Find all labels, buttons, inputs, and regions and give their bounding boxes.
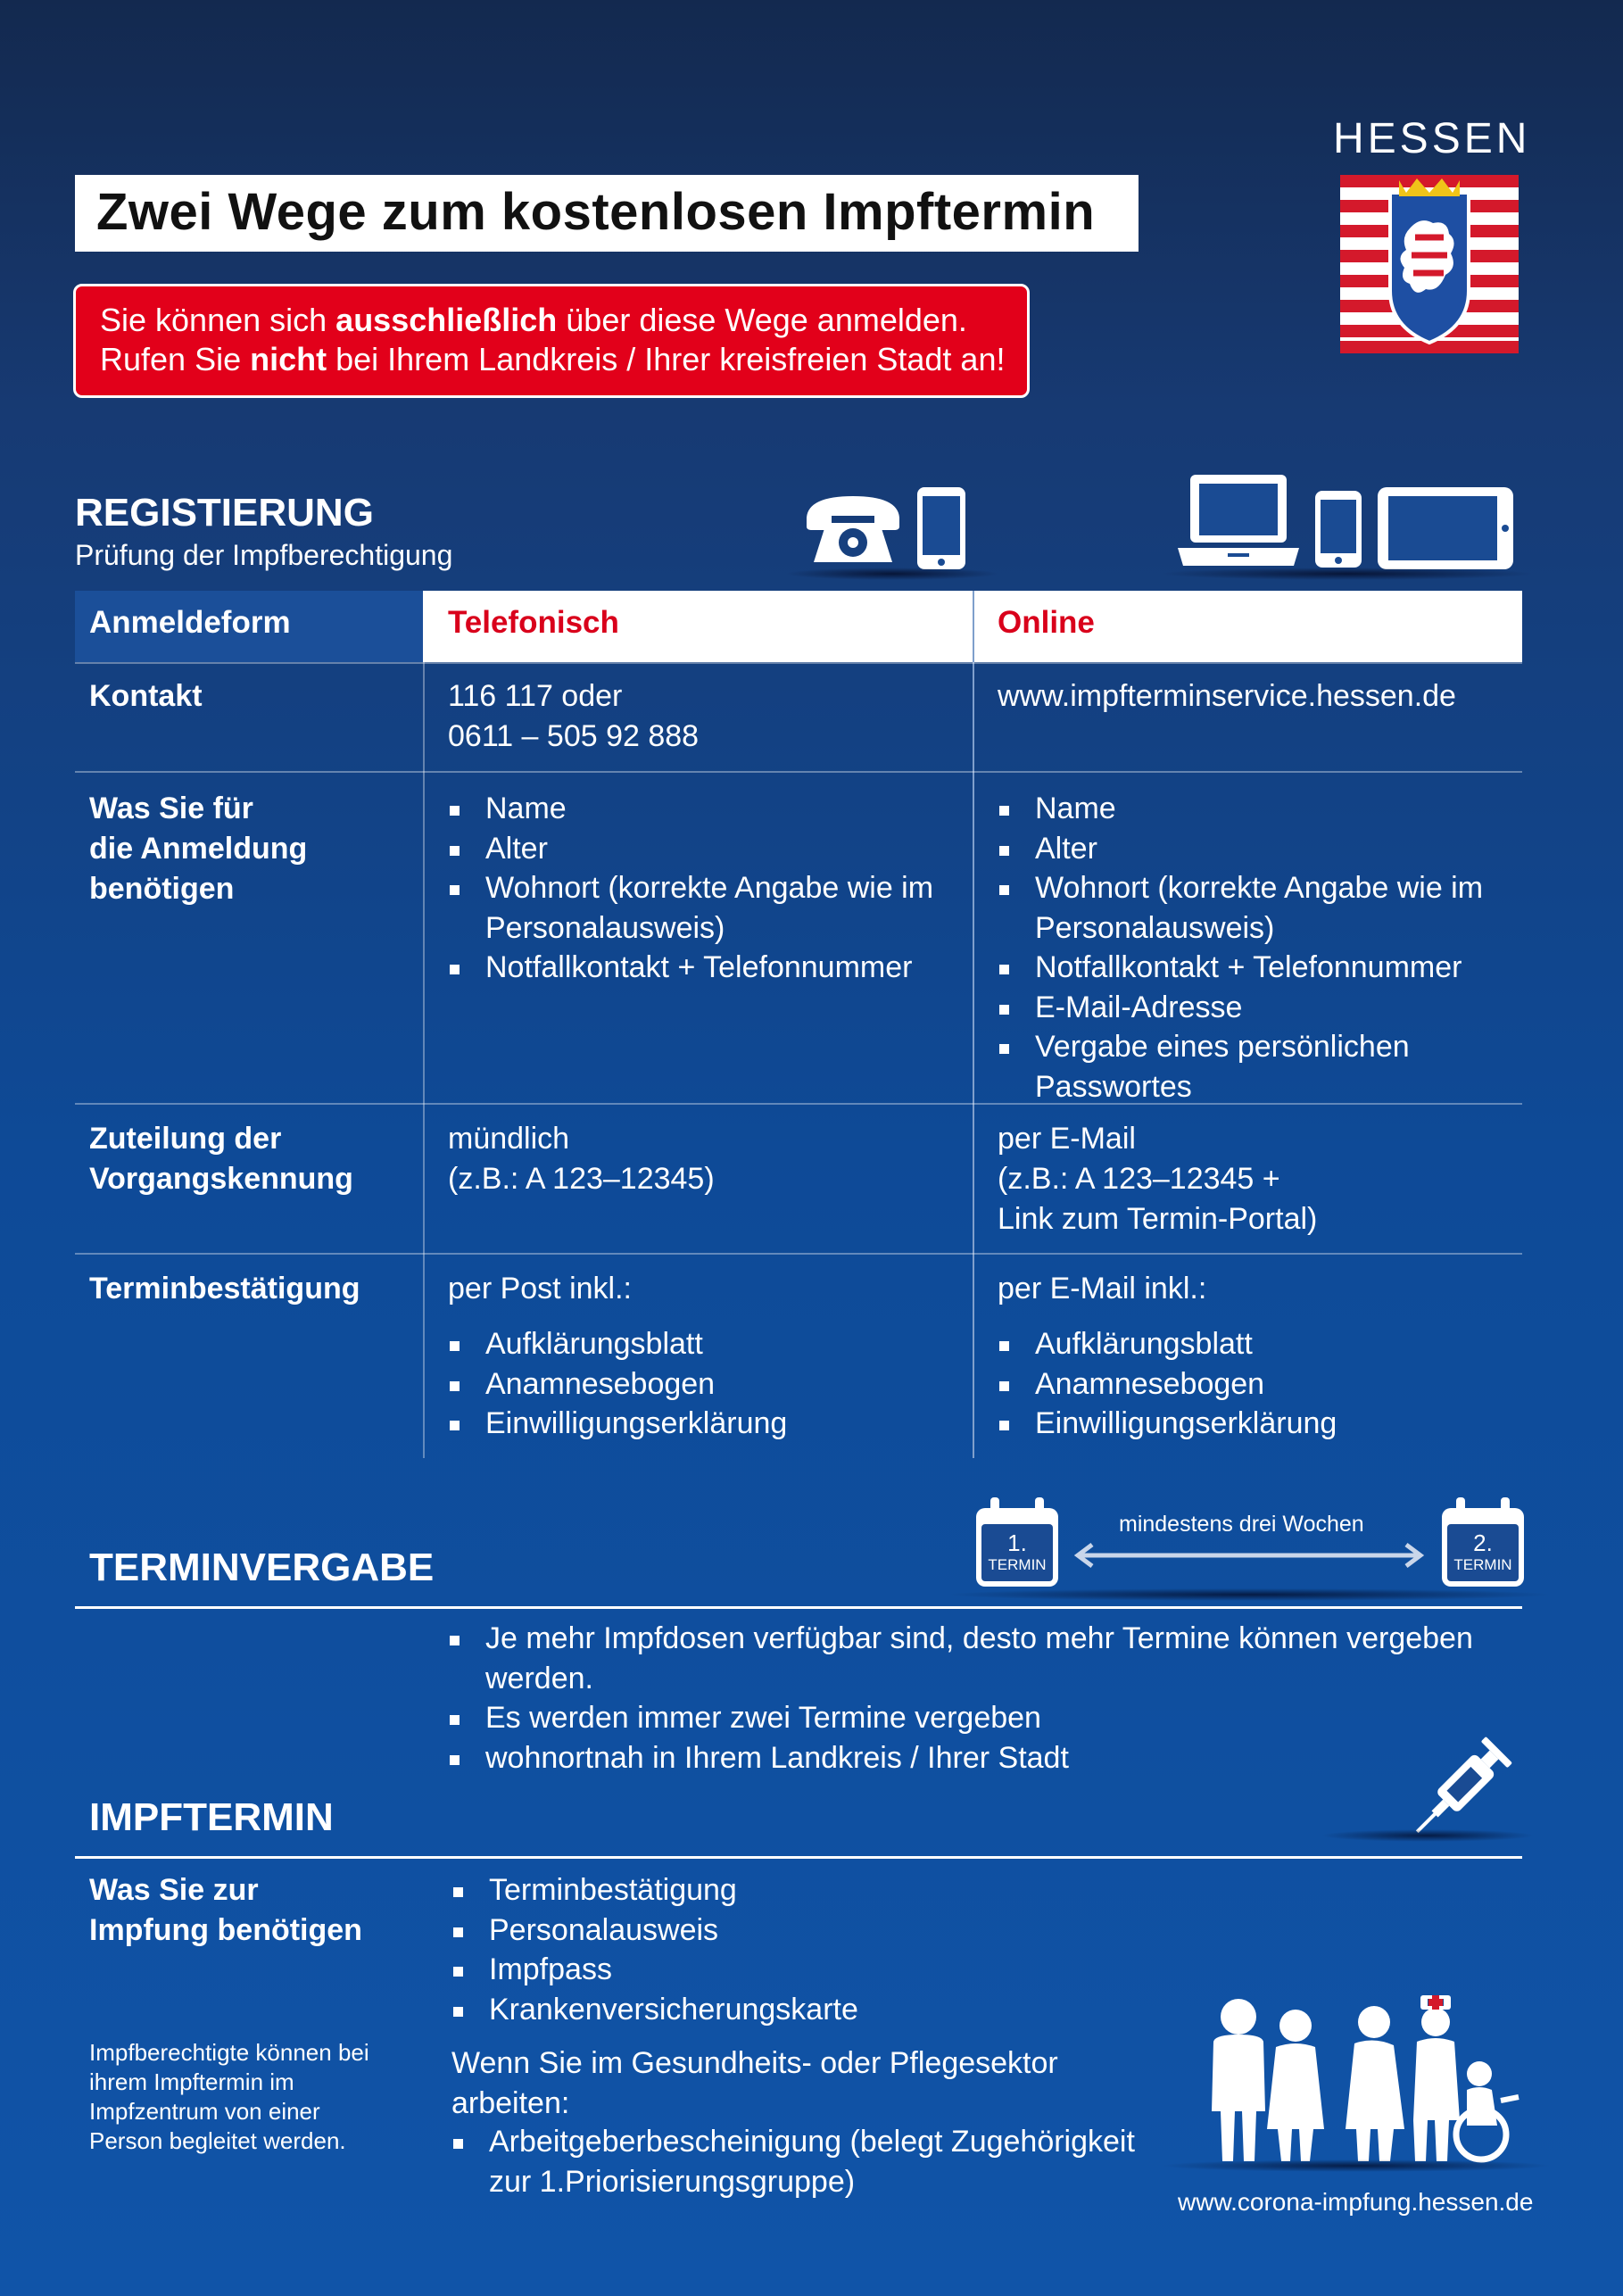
list-item: Aufklärungsblatt	[446, 1324, 973, 1364]
list-item: Terminbestätigung	[450, 1870, 1163, 1911]
table-row-divider	[75, 771, 1522, 773]
needed-list-online	[996, 789, 1522, 1107]
smartphone-icon	[915, 485, 967, 571]
syringe-icon	[1403, 1726, 1528, 1842]
list-item: Name	[996, 789, 1522, 829]
column-header-phone: Telefonisch	[448, 605, 619, 640]
interval-label: mindestens drei Wochen	[1119, 1512, 1364, 1537]
icon-shadow	[1160, 2159, 1553, 2172]
list-item: Einwilligungserklärung	[996, 1404, 1522, 1444]
icon-shadow	[1160, 568, 1535, 580]
smartphone-icon	[1313, 489, 1363, 569]
assignment-online: per E-Mail (z.B.: A 123–12345 + Link zum Termin-Portal)	[998, 1122, 1318, 1236]
table-divider	[423, 591, 425, 1458]
section-divider	[75, 1856, 1522, 1859]
vaccination-title: IMPFTERMIN	[89, 1795, 334, 1839]
list-item: wohnortnah in Ihrem Landkreis / Ihrer Stadt	[446, 1738, 1499, 1778]
list-item: Name	[446, 789, 973, 829]
website-link[interactable]: www.corona-impfung.hessen.de	[1178, 2188, 1534, 2216]
row-label-confirmation: Terminbestätigung	[89, 1272, 360, 1305]
list-item: Personalausweis	[450, 1911, 1163, 1951]
confirmation-list-online	[996, 1324, 1522, 1444]
list-item: Notfallkontakt + Telefonnummer	[446, 948, 973, 988]
list-item: Wohnort (korrekte Angabe wie im Personalausweis)	[446, 868, 973, 948]
telephone-icon	[799, 489, 907, 568]
needed-list-phone	[446, 789, 973, 988]
table-row-divider	[75, 1253, 1522, 1255]
companion-note: Impfberechtigte können bei ihrem Impftermin im Impfzentrum von einer Person begleitet werden.	[89, 2039, 369, 2154]
list-item: Anamnesebogen	[996, 1364, 1522, 1405]
health-sector-list	[450, 2122, 1163, 2201]
vaccination-needed-list	[450, 1870, 1163, 2029]
table-divider	[973, 591, 974, 1458]
icon-shadow	[1321, 1829, 1535, 1842]
contact-phone-number: 116 117 oder 0611 – 505 92 888	[448, 679, 700, 753]
health-sector-text: Wenn Sie im Gesundheits- oder Pflegesektor arbeiten:	[451, 2046, 1058, 2120]
warning-line-1: Sie können sich ausschließlich über diese Wege anmelden.	[100, 302, 967, 338]
list-item: Wohnort (korrekte Angabe wie im Personalausweis)	[996, 868, 1522, 948]
list-item: E-Mail-Adresse	[996, 988, 1522, 1028]
state-label: HESSEN	[1333, 115, 1531, 162]
list-item: Vergabe eines persönlichen Passwortes	[996, 1027, 1522, 1107]
table-row-divider	[75, 662, 1522, 664]
double-arrow-icon	[1071, 1542, 1428, 1569]
list-item: Alter	[446, 829, 973, 869]
confirmation-online-intro: per E-Mail inkl.:	[998, 1272, 1207, 1305]
list-item: Aufklärungsblatt	[996, 1324, 1522, 1364]
people-group-icon	[1206, 1995, 1528, 2165]
list-item: Es werden immer zwei Termine vergeben	[446, 1698, 1499, 1738]
column-header-form: Anmeldeform	[89, 605, 291, 640]
section-divider	[75, 1606, 1522, 1609]
tablet-icon	[1376, 485, 1515, 571]
list-item: Krankenversicherungskarte	[450, 1990, 1163, 2030]
confirmation-phone-intro: per Post inkl.:	[448, 1272, 632, 1305]
warning-line-2: Rufen Sie nicht bei Ihrem Landkreis / Ihrer kreisfreien Stadt an!	[100, 341, 1006, 377]
contact-website-link[interactable]: www.impfterminservice.hessen.de	[998, 679, 1456, 713]
registration-subtitle: Prüfung der Impfberechtigung	[75, 539, 453, 571]
registration-title: REGISTIERUNG	[75, 491, 374, 535]
list-item: Einwilligungserklärung	[446, 1404, 973, 1444]
icon-shadow	[785, 568, 999, 580]
row-label-contact: Kontakt	[89, 679, 203, 713]
appointments-title: TERMINVERGABE	[89, 1546, 435, 1589]
list-item: Je mehr Impfdosen verfügbar sind, desto mehr Termine können vergeben werden.	[446, 1619, 1499, 1698]
column-header-online: Online	[998, 605, 1095, 640]
hessen-coat-of-arms-icon	[1340, 175, 1519, 353]
list-item: Impfpass	[450, 1950, 1163, 1990]
list-item: Alter	[996, 829, 1522, 869]
list-item: Anamnesebogen	[446, 1364, 973, 1405]
row-label-assignment: Zuteilung der Vorgangskennung	[89, 1122, 353, 1196]
list-item: Notfallkontakt + Telefonnummer	[996, 948, 1522, 988]
list-item: Arbeitgeberbescheinigung (belegt Zugehörigkeit zur 1.Priorisierungsgruppe)	[450, 2122, 1163, 2201]
assignment-phone: mündlich (z.B.: A 123–12345)	[448, 1122, 715, 1196]
laptop-icon	[1176, 473, 1301, 569]
confirmation-list-phone	[446, 1324, 973, 1444]
row-label-needed: Was Sie für die Anmeldung benötigen	[89, 792, 308, 906]
appointments-list	[446, 1619, 1499, 1778]
page-title: Zwei Wege zum kostenlosen Impftermin	[96, 183, 1096, 241]
calendar-icon-first-appointment: 1. TERMIN	[974, 1496, 1060, 1588]
icon-shadow	[946, 1588, 1553, 1601]
calendar-icon-second-appointment: 2. TERMIN	[1440, 1496, 1526, 1588]
vaccination-needed-label: Was Sie zur Impfung benötigen	[89, 1873, 362, 1947]
